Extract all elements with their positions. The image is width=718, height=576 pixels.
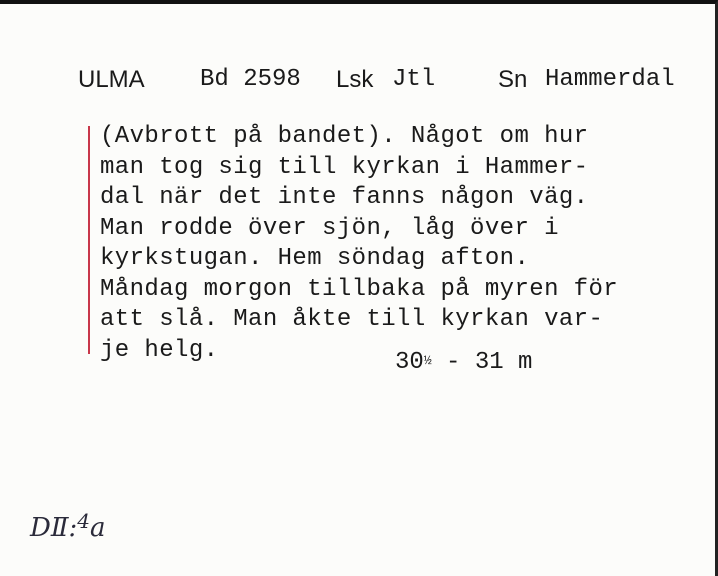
text-line: kyrkstugan. Hem söndag afton. <box>100 245 530 272</box>
page-start: 30 <box>395 349 424 376</box>
volume-number: Bd 2598 <box>200 66 301 93</box>
card-text <box>100 122 618 366</box>
signum-number: 4 <box>77 509 91 533</box>
page-reference <box>395 349 532 376</box>
text-line: Måndag morgon tillbaka på myren för <box>100 275 619 303</box>
parish-label: Sn <box>498 66 528 93</box>
page-rest: - 31 m <box>431 349 533 376</box>
text-line: dal när det inte fanns någon väg. <box>100 184 589 211</box>
parish-value: Hammerdal <box>545 66 675 93</box>
county-value: Jtl <box>392 66 436 93</box>
county-label: Lsk <box>336 66 374 93</box>
text-line: (Avbrott på bandet). Något om hur <box>100 123 589 150</box>
text-line: att slå. Man åkte till kyrkan var- <box>100 306 604 333</box>
signum-suffix: a <box>90 513 106 543</box>
text-line: je helg. <box>100 336 219 364</box>
text-line: Man rodde över sjön, låg över i <box>100 214 559 242</box>
collection-code: ULMA <box>78 66 145 93</box>
handwritten-signum <box>30 509 106 543</box>
text-line: man tog sig till kyrkan i Hammer- <box>100 153 589 181</box>
signum-prefix: DⅡ: <box>30 513 78 543</box>
margin-rule <box>88 126 90 354</box>
page-fraction: ½ <box>423 353 432 368</box>
